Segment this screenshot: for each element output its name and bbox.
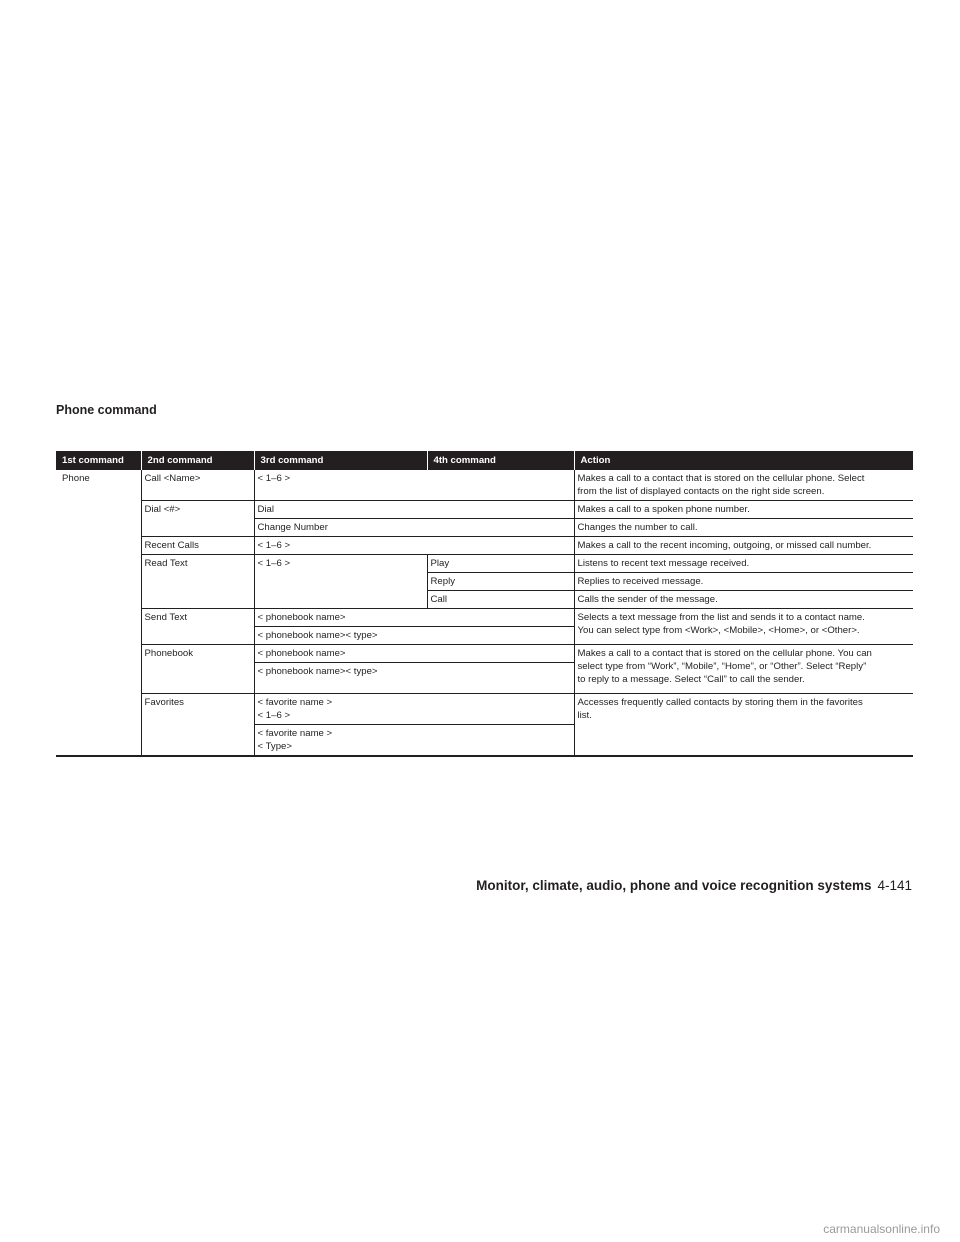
table-row	[56, 470, 913, 501]
page-number: 4-141	[877, 878, 912, 893]
action-dial: Makes a call to a spoken phone number.	[574, 501, 913, 519]
third-command-read-text: < 1–6 >	[254, 555, 427, 609]
third-command-send-text-type: < phonebook name>< type>	[254, 627, 574, 645]
table-row	[56, 555, 913, 573]
third-command-call: < 1–6 >	[254, 470, 574, 501]
watermark: carmanualsonline.info	[823, 1222, 940, 1236]
page-footer	[476, 878, 912, 893]
third-command-change-number: Change Number	[254, 519, 574, 537]
third-command-send-text-name: < phonebook name>	[254, 609, 574, 627]
third-command-phonebook-type: < phonebook name>< type>	[254, 663, 574, 694]
header-4th-command: 4th command	[427, 451, 574, 470]
table-row	[56, 609, 913, 627]
second-command-dial: Dial <#>	[141, 501, 254, 537]
action-play: Listens to recent text message received.	[574, 555, 913, 573]
header-2nd-command: 2nd command	[141, 451, 254, 470]
phone-command-table	[56, 451, 913, 757]
action-send-text: Selects a text message from the list and sends it to a contact name. You can select type from <Work>, <Mobile>, <Home>, or <Other>.	[574, 609, 913, 645]
third-command-dial: Dial	[254, 501, 574, 519]
action-call: Makes a call to a contact that is stored on the cellular phone. Select from the list of displayed contacts on the right side screen.	[574, 470, 913, 501]
third-command-favorites-type: < favorite name > < Type>	[254, 725, 574, 757]
table-row	[56, 645, 913, 663]
second-command-favorites: Favorites	[141, 694, 254, 757]
action-recent-calls: Makes a call to the recent incoming, outgoing, or missed call number.	[574, 537, 913, 555]
table-header-row	[56, 451, 913, 470]
third-command-phonebook-name: < phonebook name>	[254, 645, 574, 663]
action-call-sender: Calls the sender of the message.	[574, 591, 913, 609]
third-command-recent-calls: < 1–6 >	[254, 537, 574, 555]
header-1st-command: 1st command	[56, 451, 141, 470]
second-command-call: Call <Name>	[141, 470, 254, 501]
second-command-recent-calls: Recent Calls	[141, 537, 254, 555]
table-row	[56, 537, 913, 555]
action-favorites: Accesses frequently called contacts by storing them in the favorites list.	[574, 694, 913, 757]
third-command-favorites-number: < favorite name > < 1–6 >	[254, 694, 574, 725]
second-command-phonebook: Phonebook	[141, 645, 254, 694]
action-change-number: Changes the number to call.	[574, 519, 913, 537]
second-command-read-text: Read Text	[141, 555, 254, 609]
fourth-command-reply: Reply	[427, 573, 574, 591]
section-title: Phone command	[56, 403, 157, 417]
second-command-send-text: Send Text	[141, 609, 254, 645]
table-row	[56, 501, 913, 519]
fourth-command-call: Call	[427, 591, 574, 609]
footer-section-title: Monitor, climate, audio, phone and voice recognition systems	[476, 878, 872, 893]
header-3rd-command: 3rd command	[254, 451, 427, 470]
action-reply: Replies to received message.	[574, 573, 913, 591]
table-row	[56, 694, 913, 725]
fourth-command-play: Play	[427, 555, 574, 573]
first-command-phone: Phone	[62, 473, 90, 484]
header-action: Action	[574, 451, 913, 470]
action-phonebook: Makes a call to a contact that is stored on the cellular phone. You can select type from “Work”, “Mobile”, “Home”, or “Other”. Select “Reply” to reply to a message. Select “Call” to call the sender.	[574, 645, 913, 694]
